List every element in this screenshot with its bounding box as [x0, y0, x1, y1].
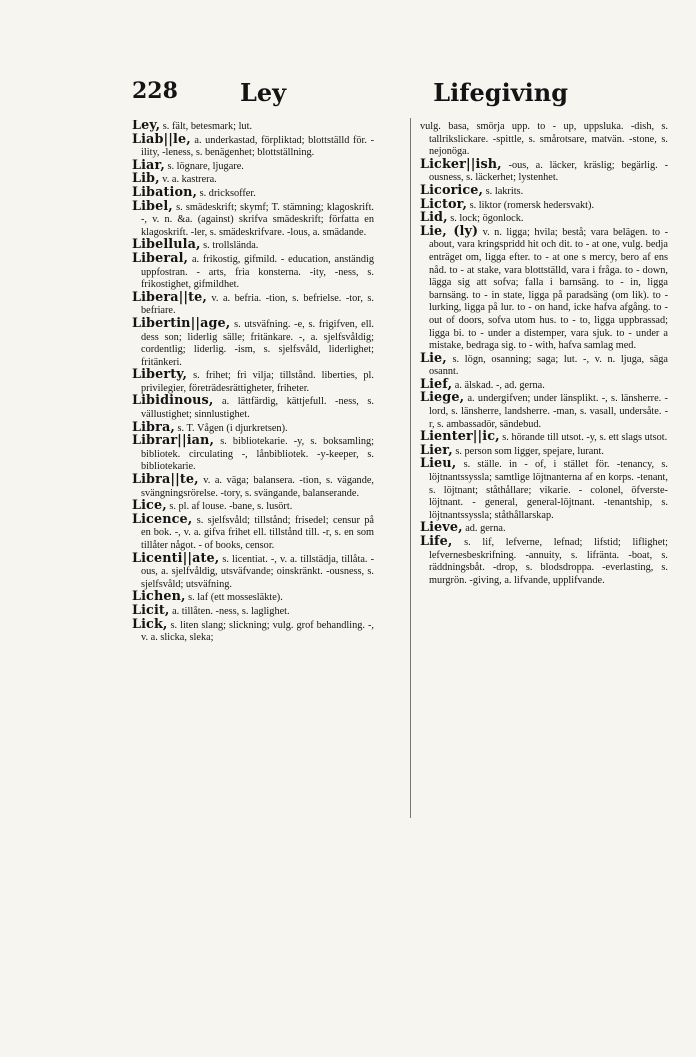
- entry-definition: s. smädeskrift; skymf; T. stämning; klagoskrift. -, v. n. &a. (against) skrifva smädeskrift; författa en klagoskrift. -ler, s. smädeskrifvare. -lous, a. smädande.: [141, 201, 374, 238]
- entry-headword: Licorice,: [420, 182, 484, 198]
- entry-headword: Lieu,: [420, 456, 457, 472]
- entry-headword: Lid,: [420, 210, 448, 226]
- dictionary-entry: [420, 522, 668, 536]
- page-header: [132, 78, 568, 114]
- entry-headword: Liege,: [420, 390, 465, 406]
- entry-headword: Liberal,: [132, 250, 189, 266]
- entry-definition: v. a. kastrera.: [162, 174, 217, 186]
- dictionary-entry: [420, 392, 668, 431]
- entry-definition: s. lögnare, ljugare.: [167, 160, 244, 172]
- entry-definition: a. lättfärdig, kättjefull. -ness, s. vällustighet; sinnlustighet.: [141, 396, 374, 421]
- page-number: 228: [132, 78, 178, 104]
- dictionary-entry: [132, 511, 374, 553]
- entry-definition: s. liten slang; slickning; vulg. grof behandling. -, v. a. slicka, sleka;: [141, 619, 374, 644]
- entry-definition: s. T. Vågen (i djurkretsen).: [177, 422, 288, 434]
- entry-definition: v. n. ligga; hvila; bestå; vara belägen. to - about, vara kringspridd hit och dit. to - at one, vulg. bedja enträget om, ligga efter. to - at one s mercy, bero af ens nåd. to - at stake, vara blottställd, vara i fråga. to - down, lägga sig att sofva; falla i barnsäng. to - in, ligga barnsäng. to - in state, ligga på paradsäng (om lik). to - lurking, ligga på lur. to - on hand, icke hafva afgång. to - out of doors, sofva utom hus. to - to, ligga uppbrassad; ligga bi. to - under a distemper, vara sjuk. to - under a mistake, bedraga sig. to - with, hafva samlag med.: [429, 226, 668, 352]
- entry-definition: a. undergifven; under länsplikt. -, s. länsherre. -lord, s. länsherre, landsherre. -man, s. vasall, undersåte. -r, s. ambassadör, sändebud.: [429, 393, 668, 430]
- dictionary-entry: [132, 395, 374, 421]
- dictionary-entry: [420, 120, 668, 159]
- left-column: [132, 120, 374, 1000]
- entry-headword: Licit,: [132, 602, 170, 618]
- dictionary-entry: [132, 602, 374, 619]
- entry-headword: Lictor,: [420, 196, 468, 212]
- dictionary-entry: [420, 431, 668, 445]
- entry-definition: s. dricksoffer.: [199, 187, 256, 199]
- dictionary-entry: [132, 157, 374, 174]
- entry-headword: Libidinous,: [132, 393, 214, 409]
- right-column: [420, 120, 668, 1000]
- dictionary-entry: [420, 196, 668, 213]
- entry-headword: Liab||le,: [132, 131, 191, 147]
- entry-definition: s. frihet; fri vilja; tillstånd. liberties, pl. privilegier, företrädesrättigheter, friheter.: [141, 370, 374, 394]
- entry-headword: Liar,: [132, 157, 165, 173]
- entry-headword: Libellula,: [132, 237, 201, 253]
- entry-definition: vulg. basa, smörja upp. to - up, uppsluka. -dish, s. tallrikslickare. -spittle, s. smårotsare, matvän. -stone, s. nejonöga.: [420, 121, 668, 158]
- entry-definition: s. laf (ett mossesläkte).: [188, 592, 283, 604]
- entry-definition: s. ställe. in - of, i stället för. -tenancy, s. löjtnantssyssla; samtlige löjtnanterna af en korps. -tenant, s. löjtnant; ståthållare; vikarie. - colonel, öfverste-löjtnant. - general, general-löjtnant. -tenantship, s. löjtnantssyssla; ståthållarskap.: [429, 459, 668, 521]
- running-headword-right: Lifegiving: [433, 78, 568, 107]
- entry-definition: s. licentiat. -, v. a. tillstädja, tillåta. -ous, a. sjelfvåldig, utsväfvande; oinskränkt. -ousness, s. sjelfsvåld; utsväfning.: [141, 553, 374, 590]
- entry-headword: Liberty,: [132, 367, 188, 383]
- dictionary-entry: [420, 156, 668, 185]
- dictionary-entry: [132, 435, 374, 474]
- entry-definition: v. a. befria. -tion, s. befrielse. -tor, s. befriare.: [141, 292, 374, 317]
- entry-headword: Licence,: [132, 511, 193, 527]
- entry-definition: s. bibliotekarie. -y, s. boksamling; bibliotek. circulating -, lånbibliotek. -y-keeper, s. bibliotekarie.: [141, 436, 374, 473]
- entry-headword: Libra,: [132, 419, 175, 435]
- entry-definition: s. lock; ögonlock.: [450, 213, 524, 225]
- entry-headword: Libertin||age,: [132, 315, 231, 331]
- dictionary-entry: [420, 458, 668, 522]
- entry-headword: Lier,: [420, 442, 453, 458]
- entry-definition: s. lakrits.: [485, 185, 524, 197]
- entry-definition: s. person som ligger, spejare, lurant.: [455, 445, 604, 457]
- entry-headword: Lie, (ly): [420, 223, 479, 239]
- dictionary-entry: [420, 442, 668, 459]
- entry-definition: s. lögn, osanning; saga; lut. -, v. n. ljuga, säga osannt.: [429, 353, 668, 378]
- running-headword-left: Ley: [240, 78, 287, 107]
- entry-definition: s. liktor (romersk hedersvakt).: [469, 199, 595, 211]
- entry-headword: Lib,: [132, 171, 160, 187]
- dictionary-entry: [132, 315, 374, 369]
- dictionary-entry: [132, 474, 374, 500]
- dictionary-entry: [132, 289, 374, 318]
- entry-headword: Librar||ian,: [132, 433, 215, 449]
- entry-headword: Libel,: [132, 198, 173, 214]
- entry-headword: Libation,: [132, 184, 198, 200]
- entry-headword: Licker||ish,: [420, 156, 502, 172]
- entry-definition: s. lif, lefverne, lefnad; lifstid; liflighet; lefvernesbeskrifning. -annuity, s. lifränta. -boat, s. räddningsbåt. -drop, s. blodsdroppa. -everlasting, s. murgrön. -giving, a. lifvande, upplifvande.: [429, 537, 668, 586]
- column-divider: [410, 118, 411, 818]
- entry-definition: s. sjelfsvåld; tillstånd; frisedel; censur på en bok. -, v. a. gifva frihet ell. tillstånd till. -r, s. en som tillåter något. - of books, censor.: [141, 514, 374, 551]
- dictionary-entry: [132, 616, 374, 645]
- entry-definition: -ous, a. läcker, kräslig; begärlig. -ousness, s. läckerhet; lystenhet.: [429, 159, 668, 184]
- dictionary-entry: [132, 250, 374, 292]
- entry-headword: Life,: [420, 534, 453, 549]
- dictionary-entry: [132, 550, 374, 592]
- entry-definition: s. fält, betesmark; lut.: [162, 121, 253, 132]
- entry-definition: s. utsväfning. -e, s. frigifven, ell. dess son; liderlig sälle; fritänkare. -, a. sjelfsvåldig; cordentlig; liderlig. -ism, s. sjelfsvåld, liderlighet; fritänkeri.: [141, 318, 374, 368]
- dictionary-entry: [420, 223, 668, 353]
- entry-definition: a. underkastad, förpliktad; blottställd för. -ility, -leness, s. benägenhet; blottställning.: [141, 134, 374, 159]
- entry-headword: Licenti||ate,: [132, 550, 220, 566]
- dictionary-entry: [132, 131, 374, 160]
- entry-definition: a. älskad. -, ad. gerna.: [454, 379, 545, 391]
- entry-headword: Lick,: [132, 616, 168, 632]
- entry-definition: a. tillåten. -ness, s. laglighet.: [172, 605, 290, 617]
- entry-headword: Ley,: [132, 120, 161, 133]
- entry-definition: s. hörande till utsot. -y, s. ett slags utsot.: [502, 432, 668, 444]
- entry-definition: s. pl. af louse. -bane, s. lusört.: [169, 501, 293, 513]
- entry-definition: ad. gerna.: [465, 523, 506, 535]
- entry-definition: v. a. väga; balansera. -tion, s. vägande, svängningsrörelse. -tory, s. svängande, balanserande.: [141, 475, 374, 499]
- entry-headword: Libera||te,: [132, 289, 207, 305]
- entry-headword: Lieve,: [420, 520, 463, 536]
- entry-headword: Lienter||ic,: [420, 429, 500, 445]
- entry-headword: Lichen,: [132, 589, 186, 605]
- dictionary-entry: [420, 350, 668, 379]
- entry-definition: s. trollslända.: [203, 240, 259, 252]
- entry-headword: Lief,: [420, 376, 453, 392]
- entry-definition: a. frikostig, gifmild. - education, anständig uppfostran. - arts, fria konsterna. -ity, -ness, s. frikostighet, gifmildhet.: [141, 253, 374, 291]
- entry-headword: Lice,: [132, 498, 167, 514]
- entry-headword: Lie,: [420, 350, 447, 366]
- dictionary-entry: [132, 198, 374, 240]
- dictionary-entry: [132, 369, 374, 395]
- dictionary-entry: [420, 536, 668, 587]
- entry-headword: Libra||te,: [132, 472, 199, 488]
